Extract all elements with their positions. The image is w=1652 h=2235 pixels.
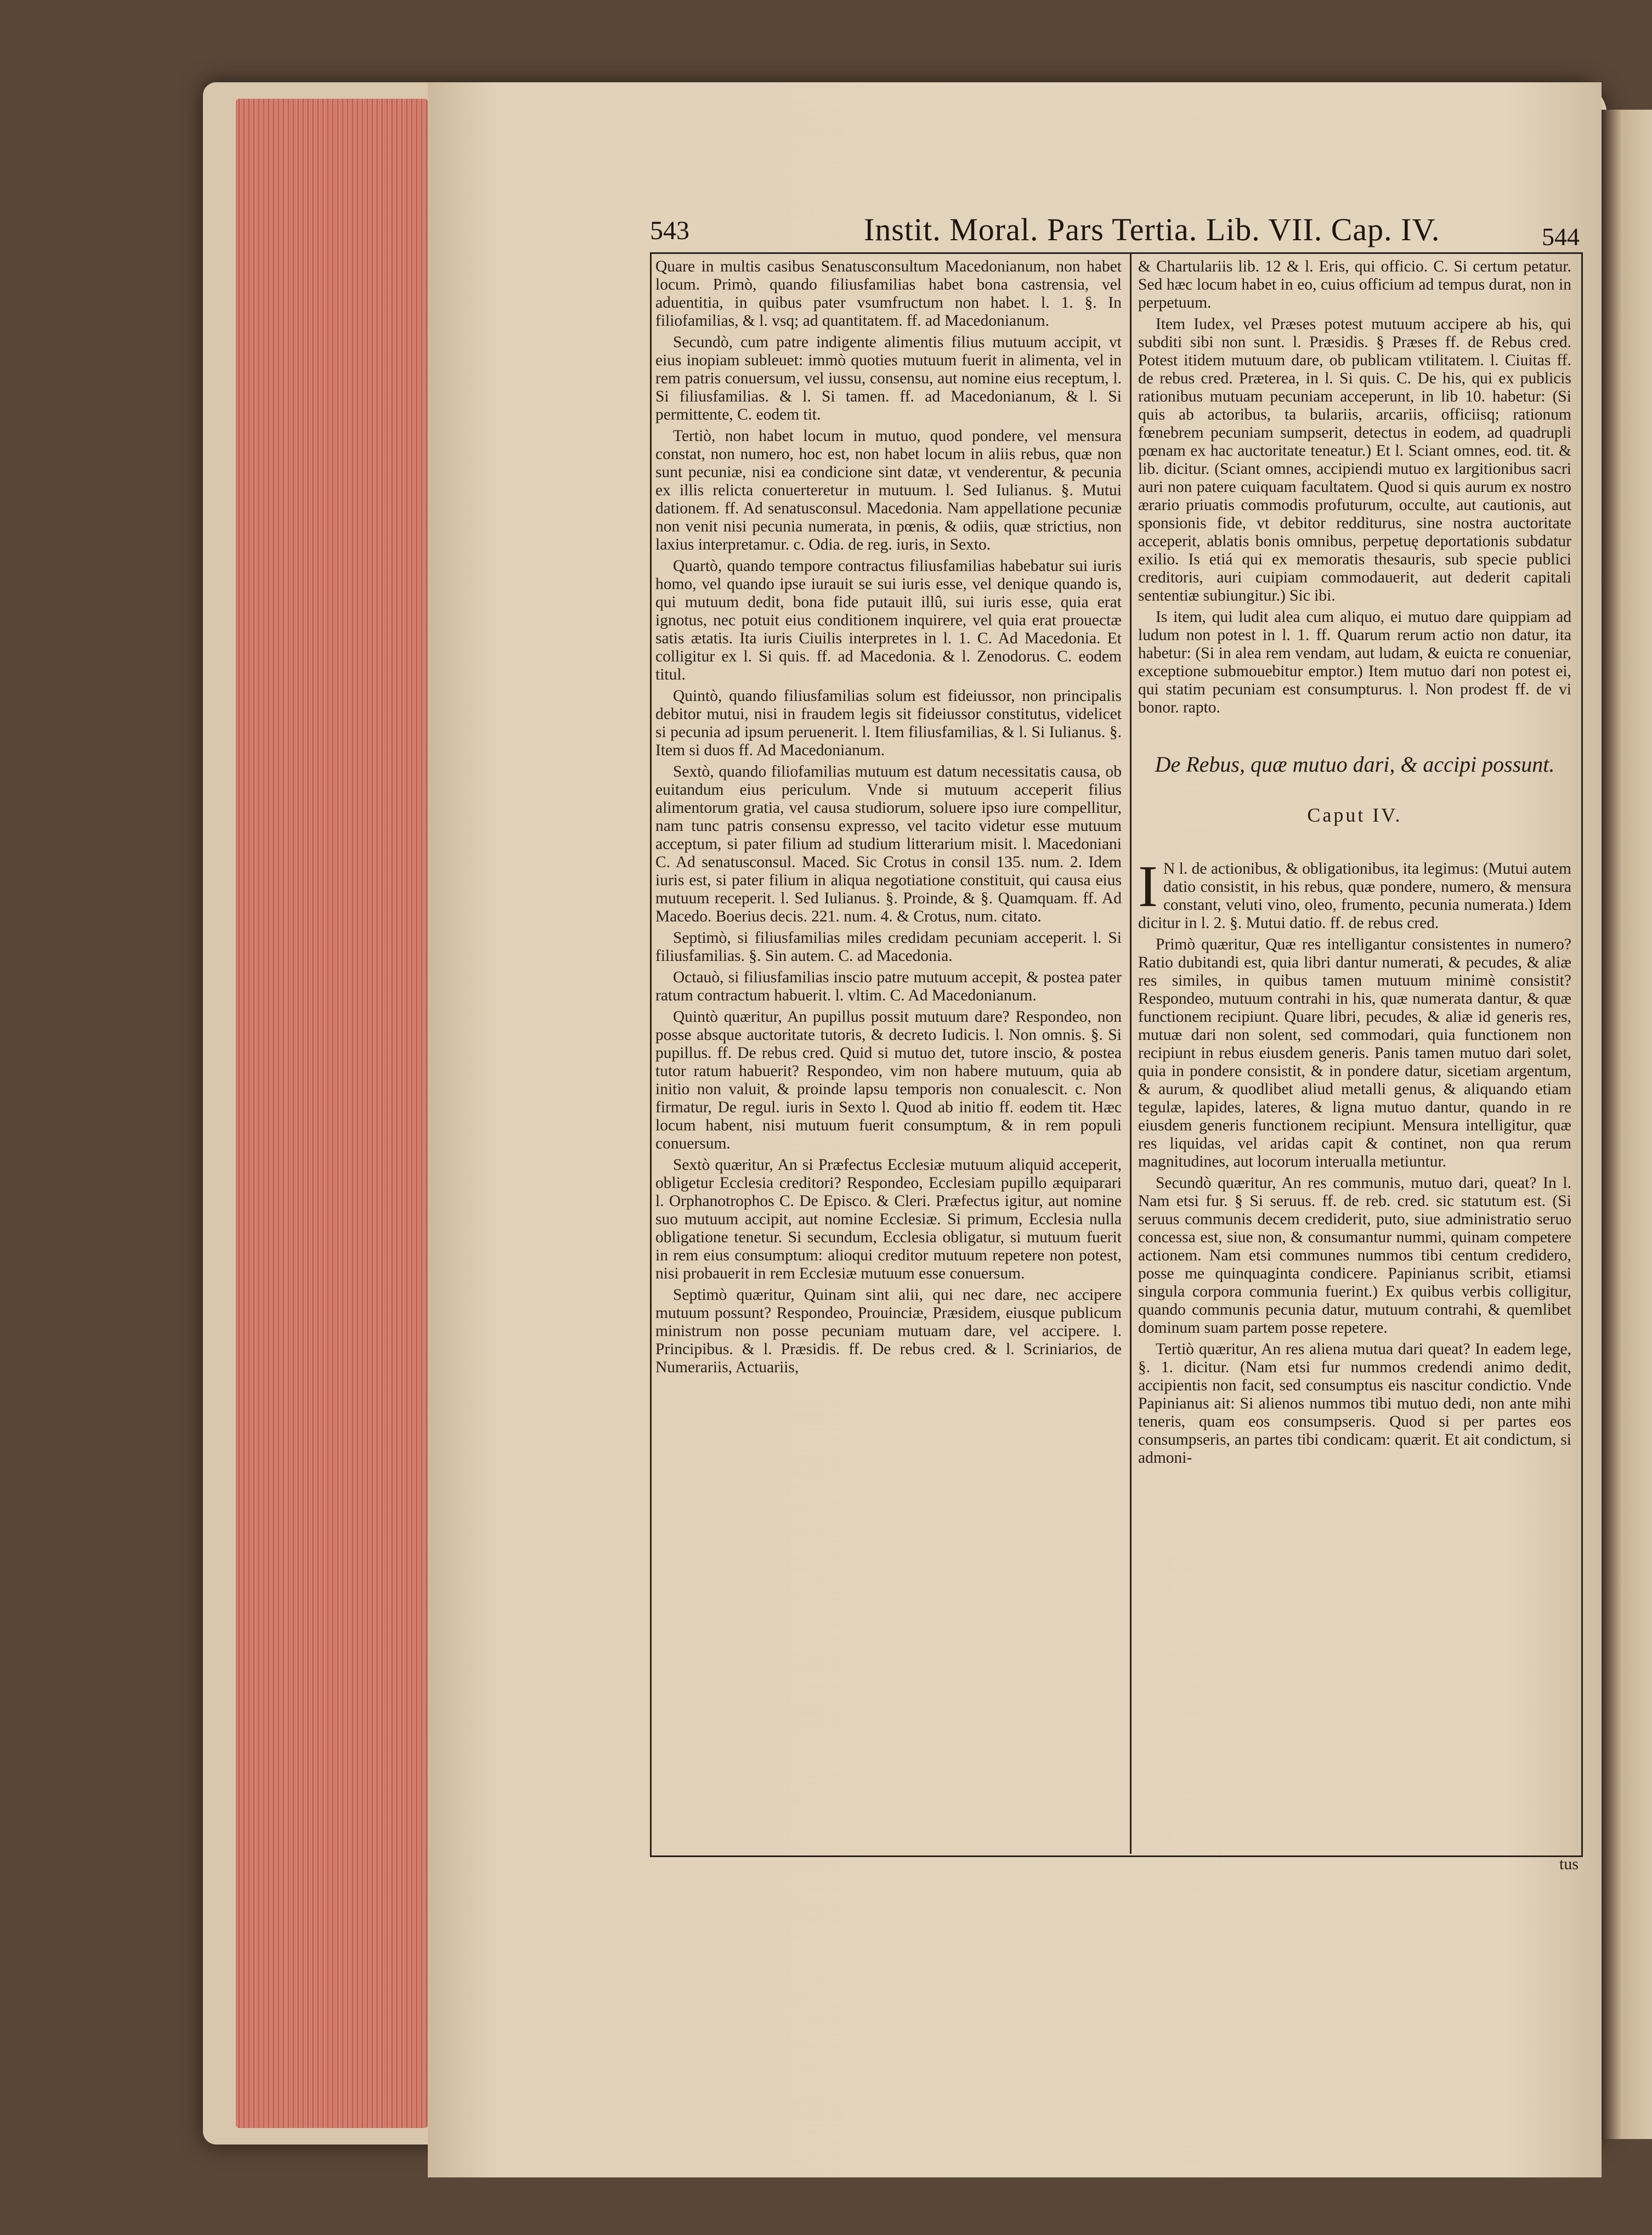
opening-text: N l. de actionibus, & obligationibus, ita legimus: (Mutui autem datio consistit, in his rebus, quæ pondere, numero, & mensura constant, veluti vino, oleo, frumento, pecunia numerata.) Idem dicitur in l. 2. §. Mutui datio. ff. de rebus cred. (1138, 860, 1571, 932)
right-column (1138, 258, 1571, 1470)
paragraph: Item Iudex, vel Præses potest mutuum accipere ab his, qui subditi sibi non sunt. l. Præsidis. § Præses ff. de Rebus cred. Potest itidem mutuum dare, ob publicam vtilitatem. l. Ciuitas ff. de rebus cred. Præterea, in l. Si quis. C. De his, qui ex publicis rationibus mutuam pecuniam acceperunt, in lib 10. habetur: (Si quis ab actoribus, ta bulariis, arcariis, officiisq; rationum fœnebrem pecuniam sumpserit, detectus in eodem, ad quadrupli pœnam ex hac auctoritate teneatur.) Et l. Sciant omnes, eod. tit. & lib. dicitur. (Sciant omnes, accipiendi mutuo ex largitionibus sacri auri non patere cuiquam facultatem. Quod si quis aurum ex nostro ærario priuatis commodis profuturum, occulte, aut cautionis, aut sponsionis fide, vt debitor redditurus, sine nostra auctoritate acceperit, ablatis bonis omnibus, perpetuę deportationis subdatur exilio. Is etiá qui ex memoratis thesauris, sub specie publici creditoris, auri cuipiam commodauerit, aut dederit capitali sententiæ subiungitur.) Sic ibi. (1138, 315, 1571, 604)
facing-page-edge (1602, 110, 1652, 2139)
page-edges (236, 99, 428, 2128)
chapter-heading: Caput IV. (1307, 804, 1402, 826)
column-divider (1130, 252, 1131, 1854)
paragraph: Septimò, si filiusfamilias miles credidam pecuniam acceperit. l. Si filiusfamilias. §. Sin autem. C. ad Macedonia. (655, 929, 1122, 965)
paragraph: Primò quæritur, Quæ res intelligantur consistentes in numero? Ratio dubitandi est, quia libri dantur numerati, & pecudes, & aliæ res similes, in quibus tamen mutuum minimè consistit? Respondeo, mutuum contrahi in his, quæ numerata dantur, & quæ functionem recipiunt. Quare libri, pecudes, & aliæ id generis res, mutuæ dari non solent, sed commodari, quia functionem non recipiunt in rebus eiusdem generis. Panis tamen mutuo dari solet, quia in pondere consistit, & in pondere datur, sicetiam argentum, & aurum, & quodlibet aliud metalli genus, & aliquando etiam tegulæ, lapides, lateres, & ligna mutuo dantur, quando in re eiusdem generis functionem recipiunt. Mensura intelligitur, quæ res liquidas, vel aridas capit & continet, non qua rerum magnitudines, aut locorum interualla metiuntur. (1138, 936, 1571, 1170)
paragraph: Septimò quæritur, Quinam sint alii, qui nec dare, nec accipere mutuum possunt? Respondeo, Prouinciæ, Præsidem, eiusque publicum ministrum non posse pecuniam mutuam dare, vel accipere. l. Principibus. & l. Præsidis. ff. De rebus cred. & l. Scriniarios, de Numerariis, Actuariis, (655, 1286, 1122, 1376)
running-header (650, 211, 1580, 250)
paragraph: Tertiò, non habet locum in mutuo, quod pondere, vel mensura constat, non numero, hoc est, non habet locum in aliis rebus, quæ non sunt pecuniæ, nisi ea condicione sint datæ, vt venderentur, & pecunia ex illis relicta conuerteretur in mutuum. l. Sed Iulianus. §. Mutui dationem. ff. Ad senatusconsul. Macedonia. Nam appellatione pecuniæ non venit nisi pecunia numerata, in pœnis, & odiis, quæ strictius, non laxius interpretamur. c. Odia. de reg. iuris, in Sexto. (655, 427, 1122, 553)
page-number-right: 544 (1542, 223, 1580, 251)
paragraph: & Chartulariis lib. 12 & l. Eris, qui officio. C. Si certum petatur. Sed hæc locum habet in eo, cuius officium ad tempus durat, non in perpetuum. (1138, 258, 1571, 312)
paragraph: Sextò, quando filiofamilias mutuum est datum necessitatis causa, ob euitandum eius periculum. Vnde si mutuum acceperit filius alimentorum gratia, vel causa studiorum, soluere ipso iure compellitur, nam tunc patris consensu expresso, vel tacito videtur esse mutuum acceptum, si pater filium ad studium litterarium misit. l. Macedoniani C. Ad senatusconsul. Maced. Sic Crotus in consil 135. num. 2. Idem iuris est, si pater filium in aliqua negotiatione constituit, qui causa eius mutuum receperit. l. Sed Iulianus. §. Proinde, & §. Quamquam. ff. Ad Macedo. Boerius decis. 221. num. 4. & Crotus, num. citato. (655, 763, 1122, 925)
paragraph: Is item, qui ludit alea cum aliquo, ei mutuo dare quippiam ad ludum non potest in l. 1. ff. Quarum rerum actio non datur, ita habetur: (Si in alea rem vendam, aut ludam, & euicta re conueniar, exceptione submouebitur emptor.) Item mutuo dari non potest ei, qui statim pecuniam est consumpturus. l. Non prodest ff. de vi bonor. rapto. (1138, 608, 1571, 716)
page-number-left: 543 (650, 216, 689, 245)
opening-paragraph (1138, 854, 1571, 932)
paragraph: Quintò, quando filiusfamilias solum est fideiussor, non principalis debitor mutui, nisi in fraudem legis sit fideiussor constitutus, videlicet si pecunia ad ipsum peruenerit. l. Item filiusfamilias, & l. Si Iulianus. §. Item si duos ff. Ad Macedonianum. (655, 687, 1122, 759)
left-column (655, 258, 1122, 1380)
paragraph: Sextò quæritur, An si Præfectus Ecclesiæ mutuum aliquid acceperit, obligetur Ecclesia creditori? Respondeo, Ecclesiam pupillo æquiparari l. Orphanotrophos C. De Episco. & Cleri. Præfectus igitur, aut nomine suo mutuum accipit, aut nomine Ecclesiæ. Si primum, Ecclesia nulla obligatione tenetur. Si secundum, Ecclesia obligatur, si mutuum fuerit in rem eius consumptum: alioqui creditor mutuum repetere non potest, nisi probauerit in rem Ecclesiæ mutuum esse conuersum. (655, 1156, 1122, 1282)
paragraph: Quintò quæritur, An pupillus possit mutuum dare? Respondeo, non posse absque auctoritate tutoris, & decreto Iudicis. l. Non omnis. §. Si pupillus. ff. De rebus cred. Quid si mutuo det, tutore inscio, & postea tutor ratum habuerit? Respondeo, vim non habere mutuum, quia ab initio non valuit, & proinde lapsu temporis non conualescit. c. Non firmatur, De regul. iuris in Sexto l. Quod ab initio ff. eodem tit. Hæc locum habent, nisi mutuum fuerit consumptum, & in rem populi conuersum. (655, 1008, 1122, 1152)
section-heading: De Rebus, quæ mutuo dari, & accipi possunt. (1155, 752, 1555, 777)
paragraph: Quartò, quando tempore contractus filiusfamilias habebatur sui iuris homo, vel quando ipse iurauit se sui iuris esse, vel denique quando is, qui mutuum dedit, bona fide putauit illû, sui iuris esse, quia erat ignotus, nec potuit eius conditionem inquirere, vel quia erat prouectæ satis ætatis. Ita iuris Ciuilis interpretes in l. 1. C. Ad Macedonia. Et colligitur ex l. Si quis. ff. ad Macedonia. & l. Zenodorus. C. eodem titul. (655, 557, 1122, 683)
paragraph: Secundò, cum patre indigente alimentis filius mutuum accipit, vt eius inopiam subleuet: immò quoties mutuum fuerit in alimenta, vel in rem patris conuersum, vel iussu, consensu, aut nomine eius receptum, l. Si filiusfamilias. & l. Si tamen. ff. ad Macedonianum, & l. Si permittente, C. eodem tit. (655, 333, 1122, 423)
paragraph: Secundò quæritur, An res communis, mutuo dari, queat? In l. Nam etsi fur. § Si seruus. ff. de reb. cred. sic statutum est. (Si seruus communis decem crediderit, puto, siue administratio seruo concessa est, siue non, & consumantur nummi, quinam competere actionem. Nam etsi communes nummos tibi centum credidero, posse me quinquaginta condicere. Papinianus scribit, etiamsi singula corpora communia fuerint.) Ex quibus verbis colligitur, quando communis pecunia datur, mutuum contrahi, & quemlibet dominum suam partem posse repetere. (1138, 1174, 1571, 1337)
catchword: tus (1559, 1855, 1579, 1873)
paragraph: Quare in multis casibus Senatusconsultum Macedonianum, non habet locum. Primò, quando filiusfamilias habet bona castrensia, vel aduentitia, in quibus pater vsumfructum non habet. l. 1. §. In filiofamilias, & l. vsq; ad quantitatem. ff. ad Macedonianum. (655, 258, 1122, 330)
paragraph: Tertiò quæritur, An res aliena mutua dari queat? In eadem lege, §. 1. dicitur. (Nam etsi fur nummos credendi animo dedit, accipientis non facit, sed consumptus eis nascitur condictio. Vnde Papinianus ait: Si alienos nummos tibi mutuo dedi, non ante mihi teneris, quam eos consumpseris. Quod si per partes eos consumpseris, an partes tibi condicam: quærit. Et ait condictum, si admoni- (1138, 1340, 1571, 1467)
paragraph: Octauò, si filiusfamilias inscio patre mutuum accepit, & postea pater ratum contractum habuerit. l. vltim. C. Ad Macedonianum. (655, 969, 1122, 1004)
running-title: Instit. Moral. Pars Tertia. Lib. VII. Cap. IV. (864, 212, 1440, 247)
drop-cap: I (1138, 854, 1158, 919)
